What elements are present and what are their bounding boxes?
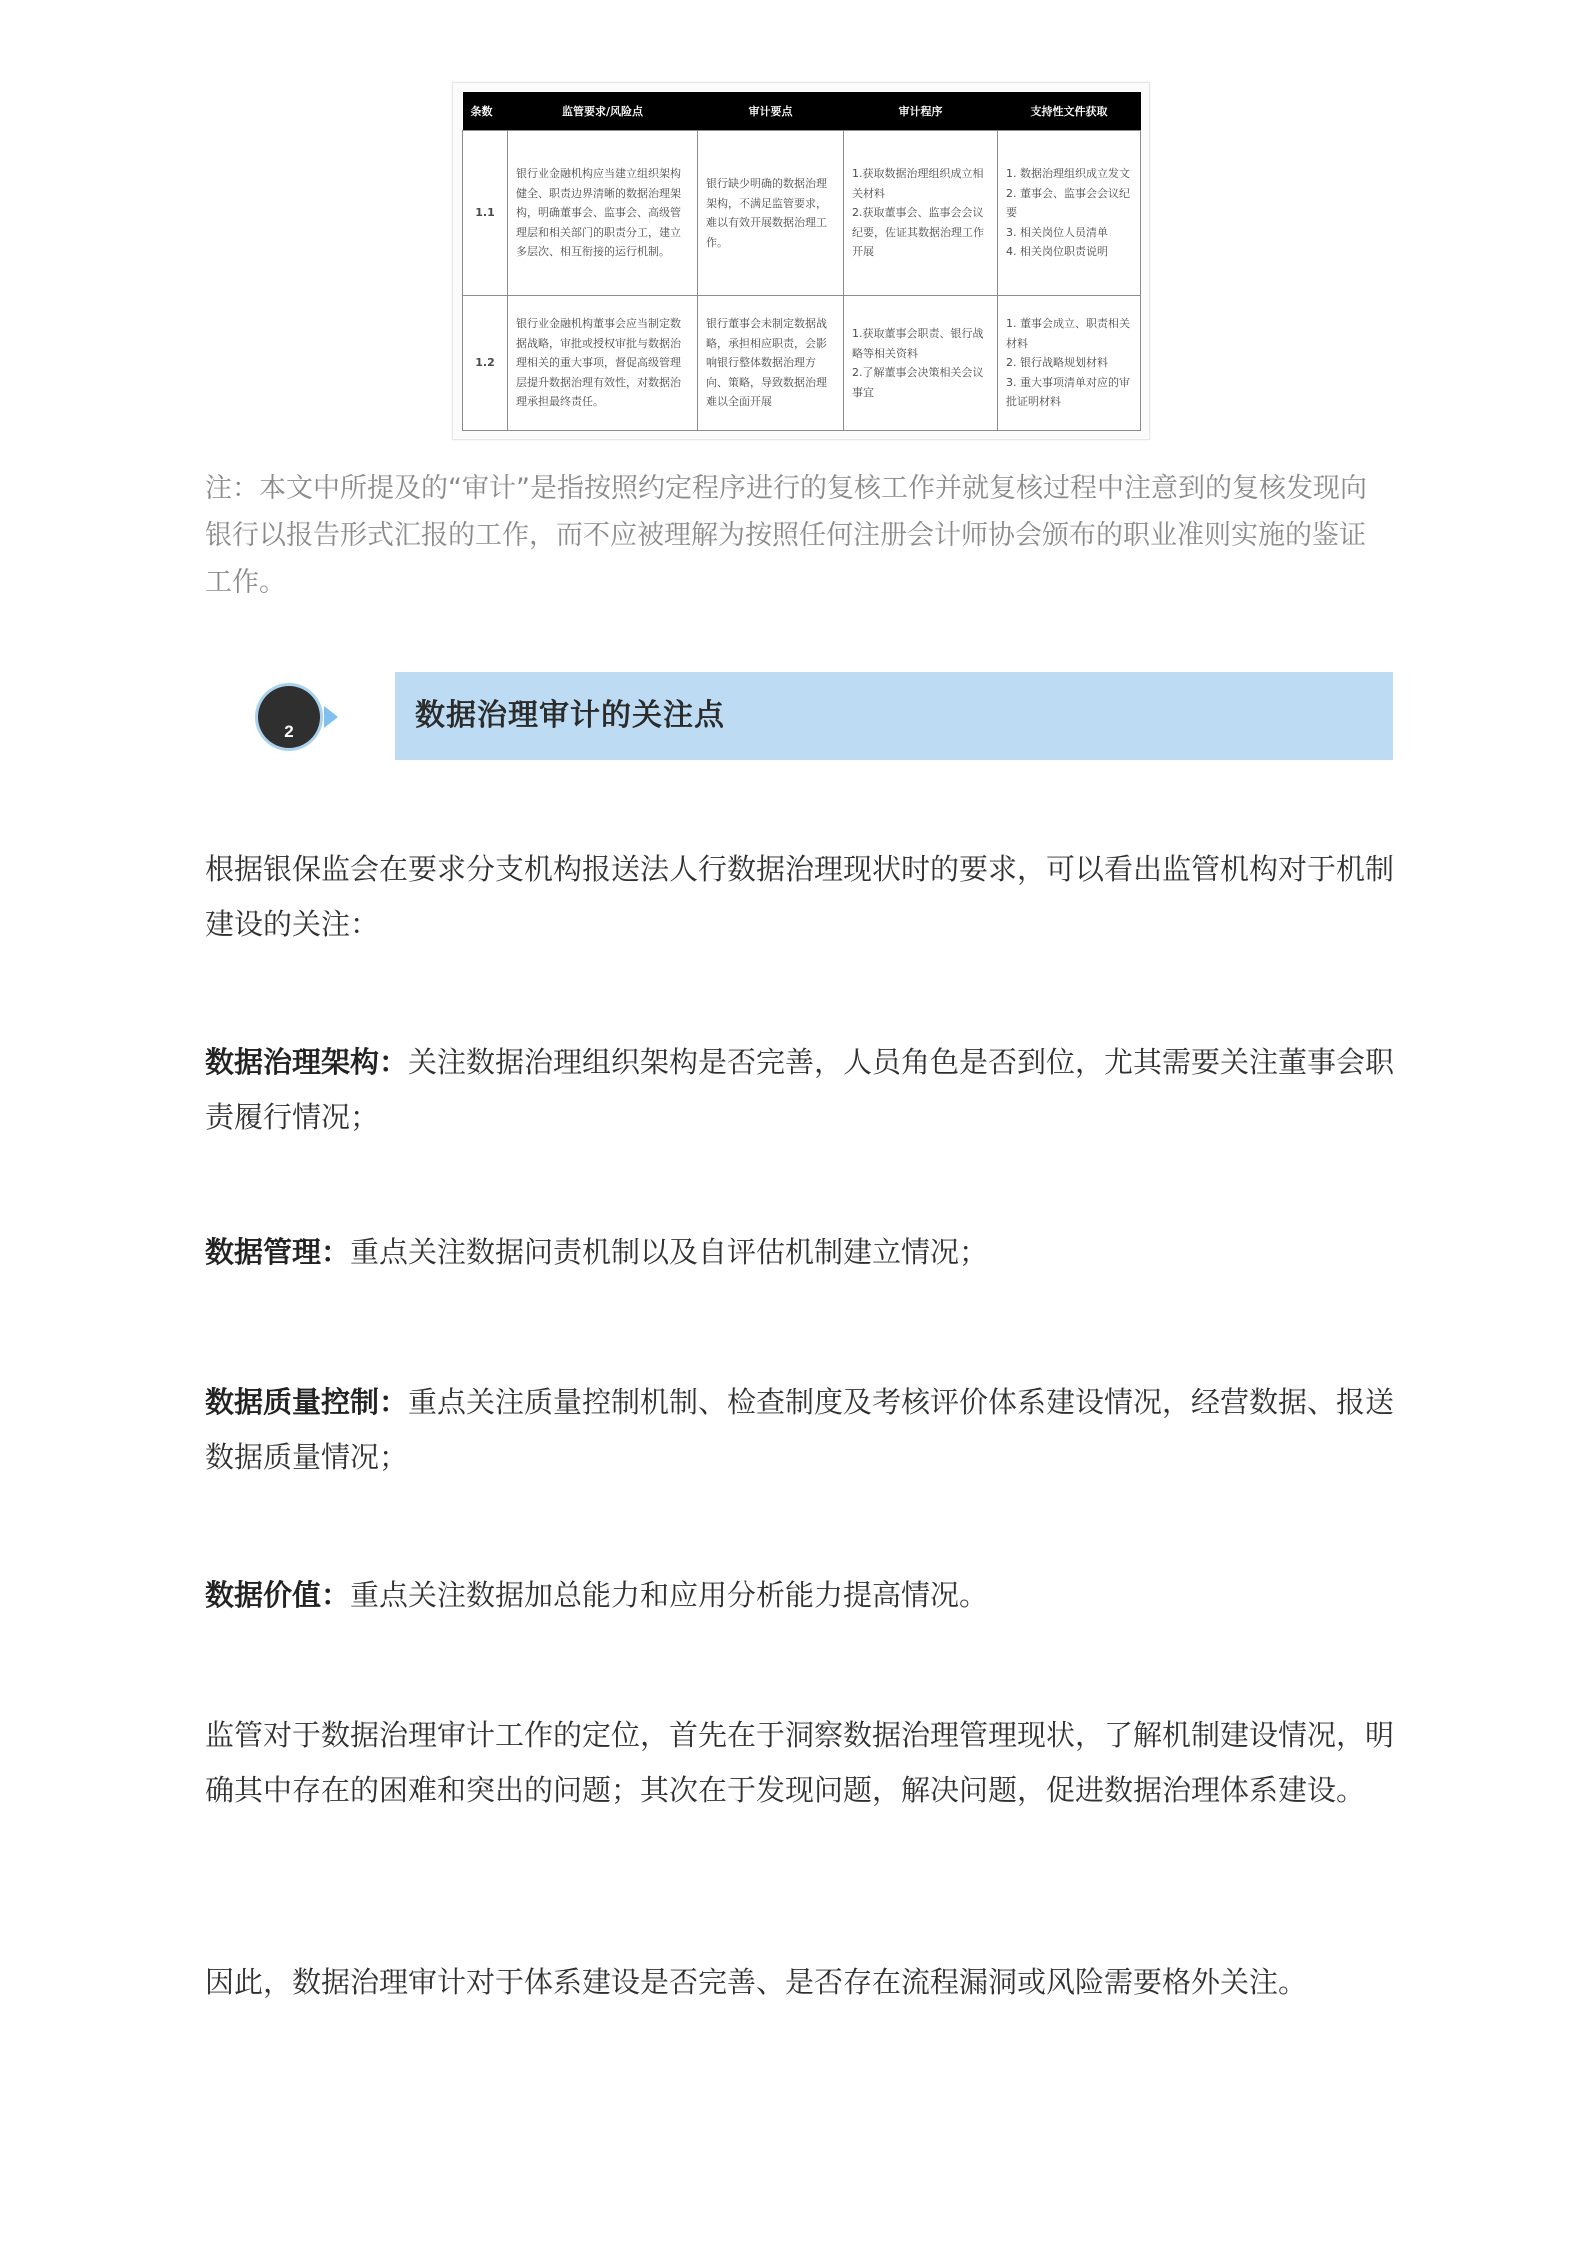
document-item: 4. 相关岗位职责说明 xyxy=(1006,245,1108,259)
documents-cell xyxy=(998,296,1141,431)
table-row xyxy=(463,296,1141,431)
table-row xyxy=(463,131,1141,296)
arrow-right-icon xyxy=(324,706,338,728)
header-procedure: 审计程序 xyxy=(844,92,998,131)
procedure-cell xyxy=(844,131,998,296)
audit-table-image xyxy=(452,82,1150,440)
section-title-banner xyxy=(395,672,1393,760)
focus-text: 重点关注数据加总能力和应用分析能力提高情况。 xyxy=(350,1578,989,1612)
focus-item-value xyxy=(205,1568,1400,1623)
document-item: 3. 重大事项清单对应的审批证明材料 xyxy=(1006,375,1130,409)
document-item: 2. 银行战略规划材料 xyxy=(1006,356,1108,370)
focus-label: 数据质量控制： xyxy=(205,1385,409,1419)
procedure-item: 1.获取数据治理组织成立相关材料 xyxy=(852,167,984,200)
conclusion-paragraph: 因此，数据治理审计对于体系建设是否完善、是否存在流程漏洞或风险需要格外关注。 xyxy=(205,1965,1308,1999)
focus-item-management xyxy=(205,1225,1400,1280)
table-header-row xyxy=(463,92,1141,131)
section-number-badge-icon xyxy=(258,686,320,748)
document-item: 2. 董事会、监事会会议纪要 xyxy=(1006,186,1130,220)
header-requirement: 监管要求/风险点 xyxy=(508,92,698,131)
audit-table xyxy=(462,92,1141,431)
focus-text: 重点关注数据问责机制以及自评估机制建立情况； xyxy=(350,1235,989,1269)
header-clause: 条数 xyxy=(463,92,508,131)
header-documents: 支持性文件获取 xyxy=(998,92,1141,131)
focus-text: 重点关注质量控制机制、检查制度及考核评价体系建设情况，经营数据、报送数据质量情况； xyxy=(205,1385,1395,1474)
focus-text: 关注数据治理组织架构是否完善，人员角色是否到位，尤其需要关注董事会职责履行情况； xyxy=(205,1045,1395,1134)
document-item: 3. 相关岗位人员清单 xyxy=(1006,225,1108,239)
procedure-cell xyxy=(844,296,998,431)
procedure-item: 2.获取董事会、监事会会议纪要，佐证其数据治理工作开展 xyxy=(852,206,984,259)
requirement-cell: 银行业金融机构董事会应当制定数据战略，审批或授权审批与数据治理相关的重大事项，督促高级管理层提升数据治理有效性，对数据治理承担最终责任。 xyxy=(508,296,698,431)
focus-label: 数据管理： xyxy=(205,1235,351,1269)
focus-item-architecture xyxy=(205,1035,1400,1145)
requirement-cell: 银行业金融机构应当建立组织架构健全、职责边界清晰的数据治理架构，明确董事会、监事会、高级管理层和相关部门的职责分工，建立多层次、相互衔接的运行机制。 xyxy=(508,131,698,296)
header-audit-point: 审计要点 xyxy=(698,92,844,131)
disclaimer-note: 注：本文中所提及的“审计”是指按照约定程序进行的复核工作并就复核过程中注意到的复核发现向银行以报告形式汇报的工作，而不应被理解为按照任何注册会计师协会颁布的职业准则实施的鉴证工作。 xyxy=(205,473,1367,598)
procedure-item: 1.获取董事会职责、银行战略等相关资料 xyxy=(852,327,984,360)
focus-label: 数据治理架构： xyxy=(205,1045,409,1079)
document-item: 1. 数据治理组织成立发文 xyxy=(1006,167,1130,181)
procedure-item: 2.了解董事会决策相关会议事宜 xyxy=(852,366,984,399)
clause-number: 1.1 xyxy=(463,131,508,296)
section-title: 数据治理审计的关注点 xyxy=(415,698,725,733)
section-number: 2 xyxy=(284,722,294,741)
focus-label: 数据价值： xyxy=(205,1578,351,1612)
intro-paragraph: 根据银保监会在要求分支机构报送法人行数据治理现状时的要求，可以看出监管机构对于机制建设的关注： xyxy=(205,852,1395,941)
documents-cell xyxy=(998,131,1141,296)
audit-point-cell: 银行缺少明确的数据治理架构，不满足监管要求，难以有效开展数据治理工作。 xyxy=(698,131,844,296)
document-item: 1. 董事会成立、职责相关材料 xyxy=(1006,317,1130,350)
focus-item-quality xyxy=(205,1375,1400,1485)
positioning-paragraph: 监管对于数据治理审计工作的定位，首先在于洞察数据治理管理现状，了解机制建设情况，明确其中存在的困难和突出的问题；其次在于发现问题，解决问题，促进数据治理体系建设。 xyxy=(205,1718,1395,1807)
audit-point-cell: 银行董事会未制定数据战略，承担相应职责，会影响银行整体数据治理方向、策略，导致数据治理难以全面开展 xyxy=(698,296,844,431)
clause-number: 1.2 xyxy=(463,296,508,431)
